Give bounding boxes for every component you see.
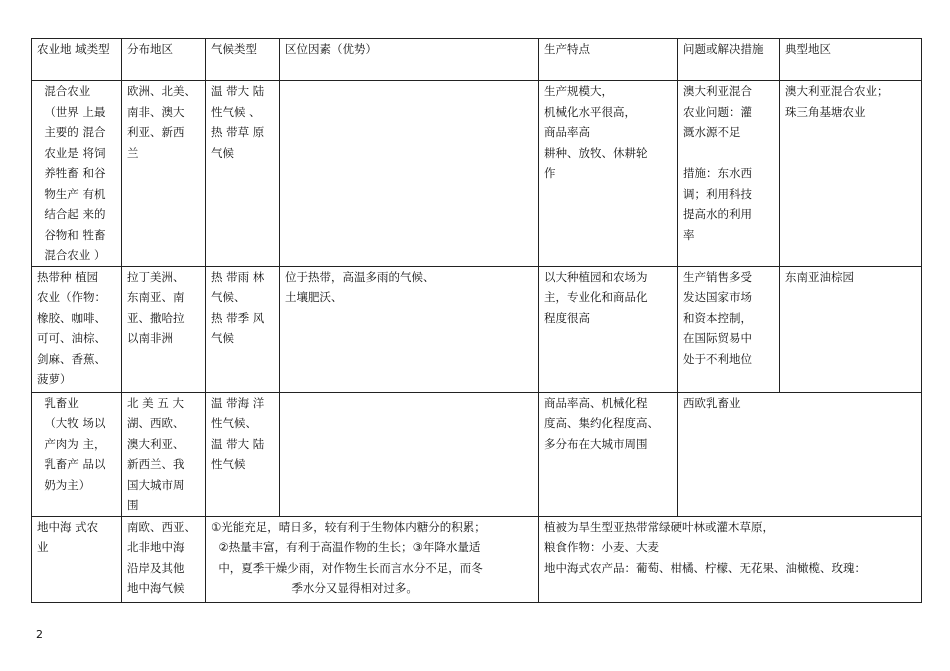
cell-type: 混合农业 （世界 上最 主要的 混合 农业是 将饲 养牲畜 和谷 物生产 有机 结合起 来的 谷物和 牲畜 混合农业 ） (32, 81, 122, 267)
cell-climate: 温 带海 洋 性气候、 温 带大 陆 性气候 (206, 392, 280, 516)
cell-location (280, 81, 539, 267)
cell-climate: 热 带雨 林 气候、 热 带季 风 气候 (206, 266, 280, 392)
header-cell-problems: 问题或解决措施 (678, 39, 780, 81)
table-header-row (32, 39, 922, 81)
cell-region: 南欧、西亚、 北非地中海 沿岸及其他 地中海气候 (122, 516, 206, 602)
cell-region: 北 美 五 大 湖、西欧、 澳大利亚、 新西兰、我 国大城市周 围 (122, 392, 206, 516)
cell-features: 生产规模大， 机械化水平很高， 商品率高 耕种、放牧、休耕轮 作 (539, 81, 678, 267)
header-cell-region: 分布地区 (122, 39, 206, 81)
cell-location: 位于热带，高温多雨的气候、 土壤肥沃、 (280, 266, 539, 392)
cell-problems: 西欧乳畜业 (678, 392, 922, 516)
agriculture-table (31, 38, 922, 603)
table-row (32, 516, 922, 602)
cell-features: 以大种植园和农场为 主，专业化和商品化 程度很高 (539, 266, 678, 392)
cell-typical: 东南亚油棕园 (780, 266, 922, 392)
cell-type: 热带种 植园 农业（作物： 橡胶、咖啡、 可可、油棕、 剑麻、香蕉、 菠萝） (32, 266, 122, 392)
header-cell-type: 农业地 域类型 (32, 39, 122, 81)
header-cell-features: 生产特点 (539, 39, 678, 81)
cell-region: 欧洲、北美、 南非、澳大 利亚、新西 兰 (122, 81, 206, 267)
header-cell-location: 区位因素（优势） (280, 39, 539, 81)
page-number: 2 (36, 628, 43, 641)
header-cell-typical: 典型地区 (780, 39, 922, 81)
table-row (32, 392, 922, 516)
table-row (32, 81, 922, 267)
table-row (32, 266, 922, 392)
cell-climate: 温 带大 陆 性气候 、 热 带草 原 气候 (206, 81, 280, 267)
cell-typical: 澳大利亚混合农业； 珠三角基塘农业 (780, 81, 922, 267)
cell-climate-location: ①光能充足，晴日多，较有利于生物体内糖分的积累； ②热量丰富，有利于高温作物的生长；③年降水量适 中，夏季干燥少雨，对作物生长而言水分不足，而冬 季水分又显得相对过多。 (206, 516, 539, 602)
cell-problems: 生产销售多受 发达国家市场 和资本控制， 在国际贸易中 处于不利地位 (678, 266, 780, 392)
cell-features: 商品率高、机械化程 度高、集约化程度高、 多分布在大城市周围 (539, 392, 678, 516)
cell-type: 地中海 式农 业 (32, 516, 122, 602)
cell-features-typical: 植被为旱生型亚热带常绿硬叶林或灌木草原， 粮食作物：小麦、大麦 地中海式农产品：葡萄、柑橘、柠檬、无花果、油橄榄、玫瑰： (539, 516, 922, 602)
cell-problems: 澳大利亚混合 农业问题：灌 溉水源不足 措施：东水西 调；利用科技 提高水的利用 率 (678, 81, 780, 267)
cell-region: 拉丁美洲、 东南亚、南 亚、撒哈拉 以南非洲 (122, 266, 206, 392)
header-cell-climate: 气候类型 (206, 39, 280, 81)
cell-type: 乳畜业 （大牧 场以 产肉为 主， 乳畜产 品以 奶为主） (32, 392, 122, 516)
cell-location (280, 392, 539, 516)
